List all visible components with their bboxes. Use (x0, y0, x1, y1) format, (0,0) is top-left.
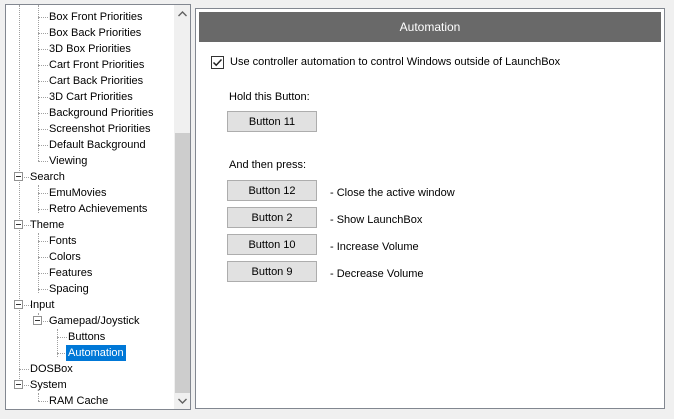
tree-item-label: Search (30, 171, 65, 183)
tree-item-spacing[interactable] (6, 281, 174, 297)
tree-item-label: Background Priorities (49, 107, 154, 119)
tree-item-label: Box Front Priorities (49, 11, 143, 23)
tree-item-3d-cart-priorities[interactable] (6, 89, 174, 105)
tree-item-background-priorities[interactable] (6, 105, 174, 121)
tree-item-emumovies[interactable] (6, 185, 174, 201)
collapse-icon[interactable] (14, 300, 23, 309)
tree-item-label: Buttons (68, 331, 106, 343)
tree-item-label: 3D Cart Priorities (49, 91, 133, 103)
hold-button-selector[interactable]: Button 11 (227, 111, 317, 132)
tree-scrollbar[interactable] (174, 5, 191, 409)
scroll-down-button[interactable] (174, 392, 191, 409)
collapse-icon[interactable] (33, 316, 42, 325)
tree-item-cart-back-priorities[interactable] (6, 73, 174, 89)
tree-item-fonts[interactable] (6, 233, 174, 249)
tree-item-label: Viewing (49, 155, 88, 167)
chevron-up-icon (178, 11, 187, 17)
tree-item-label: Spacing (49, 283, 89, 295)
tree-item-cart-front-priorities[interactable] (6, 57, 174, 73)
automation-panel (195, 8, 665, 409)
settings-tree (5, 4, 191, 410)
tree-item-label: Colors (49, 251, 81, 263)
decrease-volume-description: - Decrease Volume (330, 268, 424, 280)
controller-automation-label: Use controller automation to control Windows outside of LaunchBox (230, 56, 561, 68)
close-window-button-selector[interactable]: Button 12 (227, 180, 317, 201)
tree-item-label: Features (49, 267, 93, 279)
scrollbar-thumb[interactable] (175, 133, 190, 393)
tree-item-label: Theme (30, 219, 65, 231)
tree-item-label: Fonts (49, 235, 77, 247)
tree-item-label: Retro Achievements (49, 203, 148, 215)
show-launchbox-button-selector[interactable]: Button 2 (227, 207, 317, 228)
close-window-description: - Close the active window (330, 187, 455, 199)
tree-item-gamepad-joystick[interactable] (6, 313, 174, 329)
tree-item-dosbox[interactable] (6, 361, 174, 377)
tree-item-system[interactable] (6, 377, 174, 393)
controller-automation-checkbox[interactable] (211, 56, 224, 69)
tree-item-label: Screenshot Priorities (49, 123, 151, 135)
tree-item-label: Box Back Priorities (49, 27, 142, 39)
tree-item-search[interactable] (6, 169, 174, 185)
increase-volume-description: - Increase Volume (330, 241, 419, 253)
tree-item-box-front-priorities[interactable] (6, 9, 174, 25)
tree-item-box-back-priorities[interactable] (6, 25, 174, 41)
tree-item-label-selected: Automation (68, 347, 124, 359)
chevron-down-icon (178, 398, 187, 404)
tree-item-label: System (30, 379, 67, 391)
tree-item-label: EmuMovies (49, 187, 107, 199)
tree-item-colors[interactable] (6, 249, 174, 265)
show-launchbox-description: - Show LaunchBox (330, 214, 423, 226)
tree-item-label: Gamepad/Joystick (49, 315, 140, 327)
tree-rows (6, 5, 174, 409)
tree-item-ram-cache[interactable] (6, 393, 174, 409)
tree-item-features[interactable] (6, 265, 174, 281)
increase-volume-button-selector[interactable]: Button 10 (227, 234, 317, 255)
tree-item-label: Default Background (49, 139, 146, 151)
scroll-up-button[interactable] (174, 5, 191, 22)
then-press-label: And then press: (229, 159, 307, 171)
tree-item-label: Cart Back Priorities (49, 75, 144, 87)
collapse-icon[interactable] (14, 220, 23, 229)
tree-item-3d-box-priorities[interactable] (6, 41, 174, 57)
tree-item-screenshot-priorities[interactable] (6, 121, 174, 137)
tree-item-input[interactable] (6, 297, 174, 313)
tree-item-label: 3D Box Priorities (49, 43, 131, 55)
tree-item-automation[interactable] (6, 345, 174, 361)
tree-item-label: DOSBox (30, 363, 73, 375)
tree-item-viewing[interactable] (6, 153, 174, 169)
controller-automation-checkbox-row[interactable] (211, 54, 560, 70)
tree-item-label: Cart Front Priorities (49, 59, 145, 71)
panel-title: Automation (199, 12, 661, 42)
tree-item-label: Input (30, 299, 55, 311)
tree-item-buttons[interactable] (6, 329, 174, 345)
decrease-volume-button-selector[interactable]: Button 9 (227, 261, 317, 282)
tree-item-retro-achievements[interactable] (6, 201, 174, 217)
collapse-icon[interactable] (14, 172, 23, 181)
tree-item-default-background[interactable] (6, 137, 174, 153)
tree-item-label: RAM Cache (49, 395, 109, 407)
collapse-icon[interactable] (14, 380, 23, 389)
checkmark-icon (212, 57, 223, 68)
tree-item-theme[interactable] (6, 217, 174, 233)
hold-button-label: Hold this Button: (229, 91, 310, 103)
